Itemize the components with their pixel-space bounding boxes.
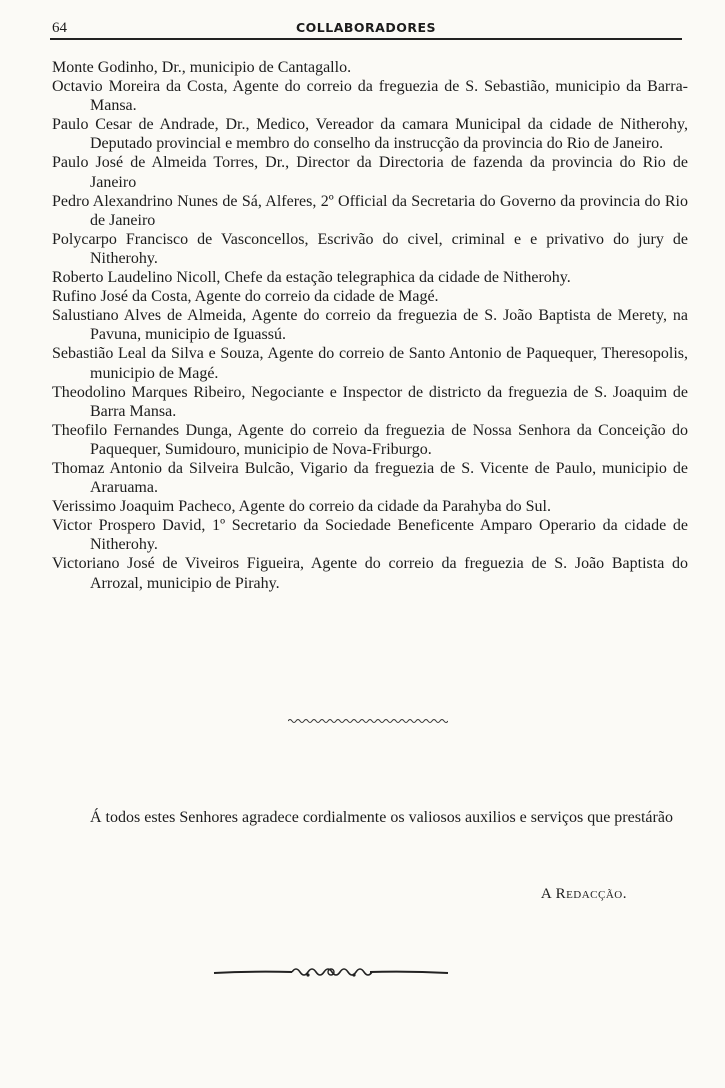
list-item: Pedro Alexandrino Nunes de Sá, Alferes, 2º Official da Secretaria do Governo da provincia do Rio de Janeiro <box>52 192 688 229</box>
closing-paragraph: Á todos estes Senhores agradece cordialmente os valiosos auxilios e serviços que prestárão <box>90 809 673 826</box>
list-item: Octavio Moreira da Costa, Agente do correio da freguezia de S. Sebastião, municipio da Barra-Mansa. <box>52 78 688 115</box>
list-item: Roberto Laudelino Nicoll, Chefe da estação telegraphica da cidade de Nitherohy. <box>52 269 571 287</box>
signature: A Redacção. <box>540 886 627 902</box>
wavy-divider-ornament <box>288 717 448 725</box>
list-item: Theodolino Marques Ribeiro, Negociante e Inspector de districto da freguezia de S. Joaquim de Barra Mansa. <box>52 383 688 420</box>
list-item: Monte Godinho, Dr., municipio de Cantagallo. <box>52 59 352 76</box>
list-item: Paulo José de Almeida Torres, Dr., Director da Directoria de fazenda da provincia do Rio de Janeiro <box>52 154 688 191</box>
list-item: Victor Prospero David, 1º Secretario da Sociedade Beneficente Amparo Operario da cidade de Nitherohy. <box>52 517 688 554</box>
list-item: Thomaz Antonio da Silveira Bulcão, Vigario da freguezia de S. Vicente de Paulo, municipio de Araruama. <box>52 459 688 497</box>
flourish-ornament <box>212 960 450 984</box>
list-item: Theofilo Fernandes Dunga, Agente do correio da freguezia de Nossa Senhora da Conceição do Paquequer, Sumidouro, municipio de Nova-Friburgo. <box>52 421 688 458</box>
running-title: COLLABORADORES <box>295 20 437 35</box>
list-item: Salustiano Alves de Almeida, Agente do correio da freguezia de S. João Baptista de Merety, na Pavuna, municipio de Iguassú. <box>52 307 688 344</box>
list-item: Verissimo Joaquim Pacheco, Agente do correio da cidade da Parahyba do Sul. <box>52 498 551 516</box>
list-item: Paulo Cesar de Andrade, Dr., Medico, Vereador da camara Municipal da cidade de Nitherohy, Deputado provincial e membro do conselho da instrucção da provincia do Rio de Janeiro. <box>52 116 688 153</box>
list-item: Polycarpo Francisco de Vasconcellos, Escrivão do civel, criminal e e privativo do jury de Nitherohy. <box>52 230 688 267</box>
page-number: 64 <box>52 20 67 36</box>
page-header <box>50 8 682 40</box>
contributor-list <box>52 58 688 593</box>
list-item: Rufino José da Costa, Agente do correio da cidade de Magé. <box>52 288 439 306</box>
list-item: Sebastião Leal da Silva e Souza, Agente do correio de Santo Antonio de Paquequer, Theresopolis, municipio de Magé. <box>52 345 688 382</box>
list-item: Victoriano José de Viveiros Figueira, Agente do correio da freguezia de S. João Baptista do Arrozal, municipio de Pirahy. <box>52 555 688 592</box>
